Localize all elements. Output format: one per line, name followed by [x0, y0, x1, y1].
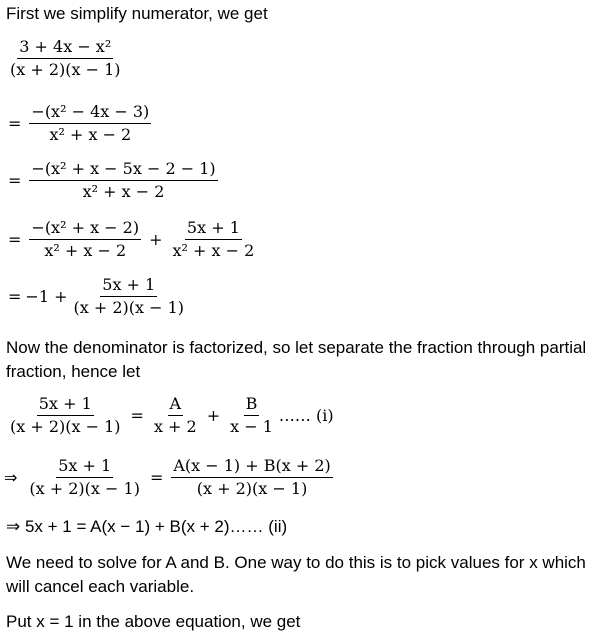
equation-line-1	[4, 36, 127, 81]
denominator: (x + 2)(x − 1)	[10, 417, 121, 436]
numerator: 5x + 1	[185, 217, 242, 240]
fraction	[8, 393, 123, 438]
denominator: x² + x − 2	[49, 125, 132, 144]
fraction	[228, 393, 275, 438]
paragraph-line: Put x = 1 in the above equation, we get	[6, 612, 301, 631]
denominator: (x + 2)(x − 1)	[196, 479, 308, 498]
plus-sign: +	[206, 406, 221, 425]
denominator: x² + x − 2	[82, 182, 165, 201]
numerator: 5x + 1	[56, 455, 113, 478]
fraction	[171, 455, 332, 500]
leading-term: −1 +	[25, 287, 68, 306]
numerator: −(x² + x − 5x − 2 − 1)	[29, 158, 217, 181]
paragraph-line: We need to solve for A and B. One way to do this is to pick values for x which	[6, 553, 586, 572]
fraction	[8, 36, 123, 81]
paragraph-line: fraction, hence let	[6, 362, 141, 381]
equals-sign: =	[149, 468, 164, 487]
implies-arrow-icon: ⇒	[4, 468, 18, 487]
fraction	[171, 217, 257, 262]
equals-sign: =	[8, 171, 22, 190]
equation-line-2	[4, 101, 155, 146]
equals-sign: =	[8, 230, 22, 249]
fraction	[71, 274, 186, 319]
denominator: (x + 2)(x − 1)	[73, 298, 185, 317]
numerator: 3 + 4x − x²	[17, 36, 113, 59]
numerator: −(x² + x − 2)	[29, 217, 141, 240]
numerator: −(x² − 4x − 3)	[29, 101, 151, 124]
numerator: A(x − 1) + B(x + 2)	[171, 455, 332, 478]
denominator: x² + x − 2	[44, 241, 127, 260]
equation-line-6	[4, 393, 334, 438]
fraction	[29, 217, 141, 262]
equals-sign: =	[8, 114, 22, 133]
fraction	[29, 101, 151, 146]
numerator: 5x + 1	[37, 393, 94, 416]
equation-tag: …… (i)	[278, 406, 334, 425]
denominator: (x + 2)(x − 1)	[10, 60, 121, 79]
denominator: (x + 2)(x − 1)	[29, 479, 140, 498]
equation-line-8: ⇒ 5x + 1 = A(x − 1) + B(x + 2)…… (ii)	[6, 517, 288, 536]
equals-sign: =	[8, 287, 22, 306]
denominator: x² + x − 2	[172, 241, 255, 260]
fraction	[152, 393, 199, 438]
equation-line-7	[4, 455, 337, 500]
numerator: 5x + 1	[100, 274, 157, 297]
plus-sign: +	[149, 230, 163, 249]
equation-line-5	[4, 274, 190, 319]
equals-sign: =	[130, 406, 144, 425]
denominator: x + 2	[153, 417, 197, 436]
equation-line-4	[4, 217, 260, 262]
denominator: x − 1	[230, 417, 273, 436]
intro-text: First we simplify numerator, we get	[6, 4, 268, 23]
fraction	[27, 455, 142, 500]
numerator: B	[244, 393, 260, 416]
paragraph-line: Now the denominator is factorized, so let separate the fraction through partial	[6, 338, 587, 357]
numerator: A	[168, 393, 184, 416]
equation-line-3	[4, 158, 222, 203]
fraction	[29, 158, 217, 203]
paragraph-line: will cancel each variable.	[6, 577, 195, 596]
